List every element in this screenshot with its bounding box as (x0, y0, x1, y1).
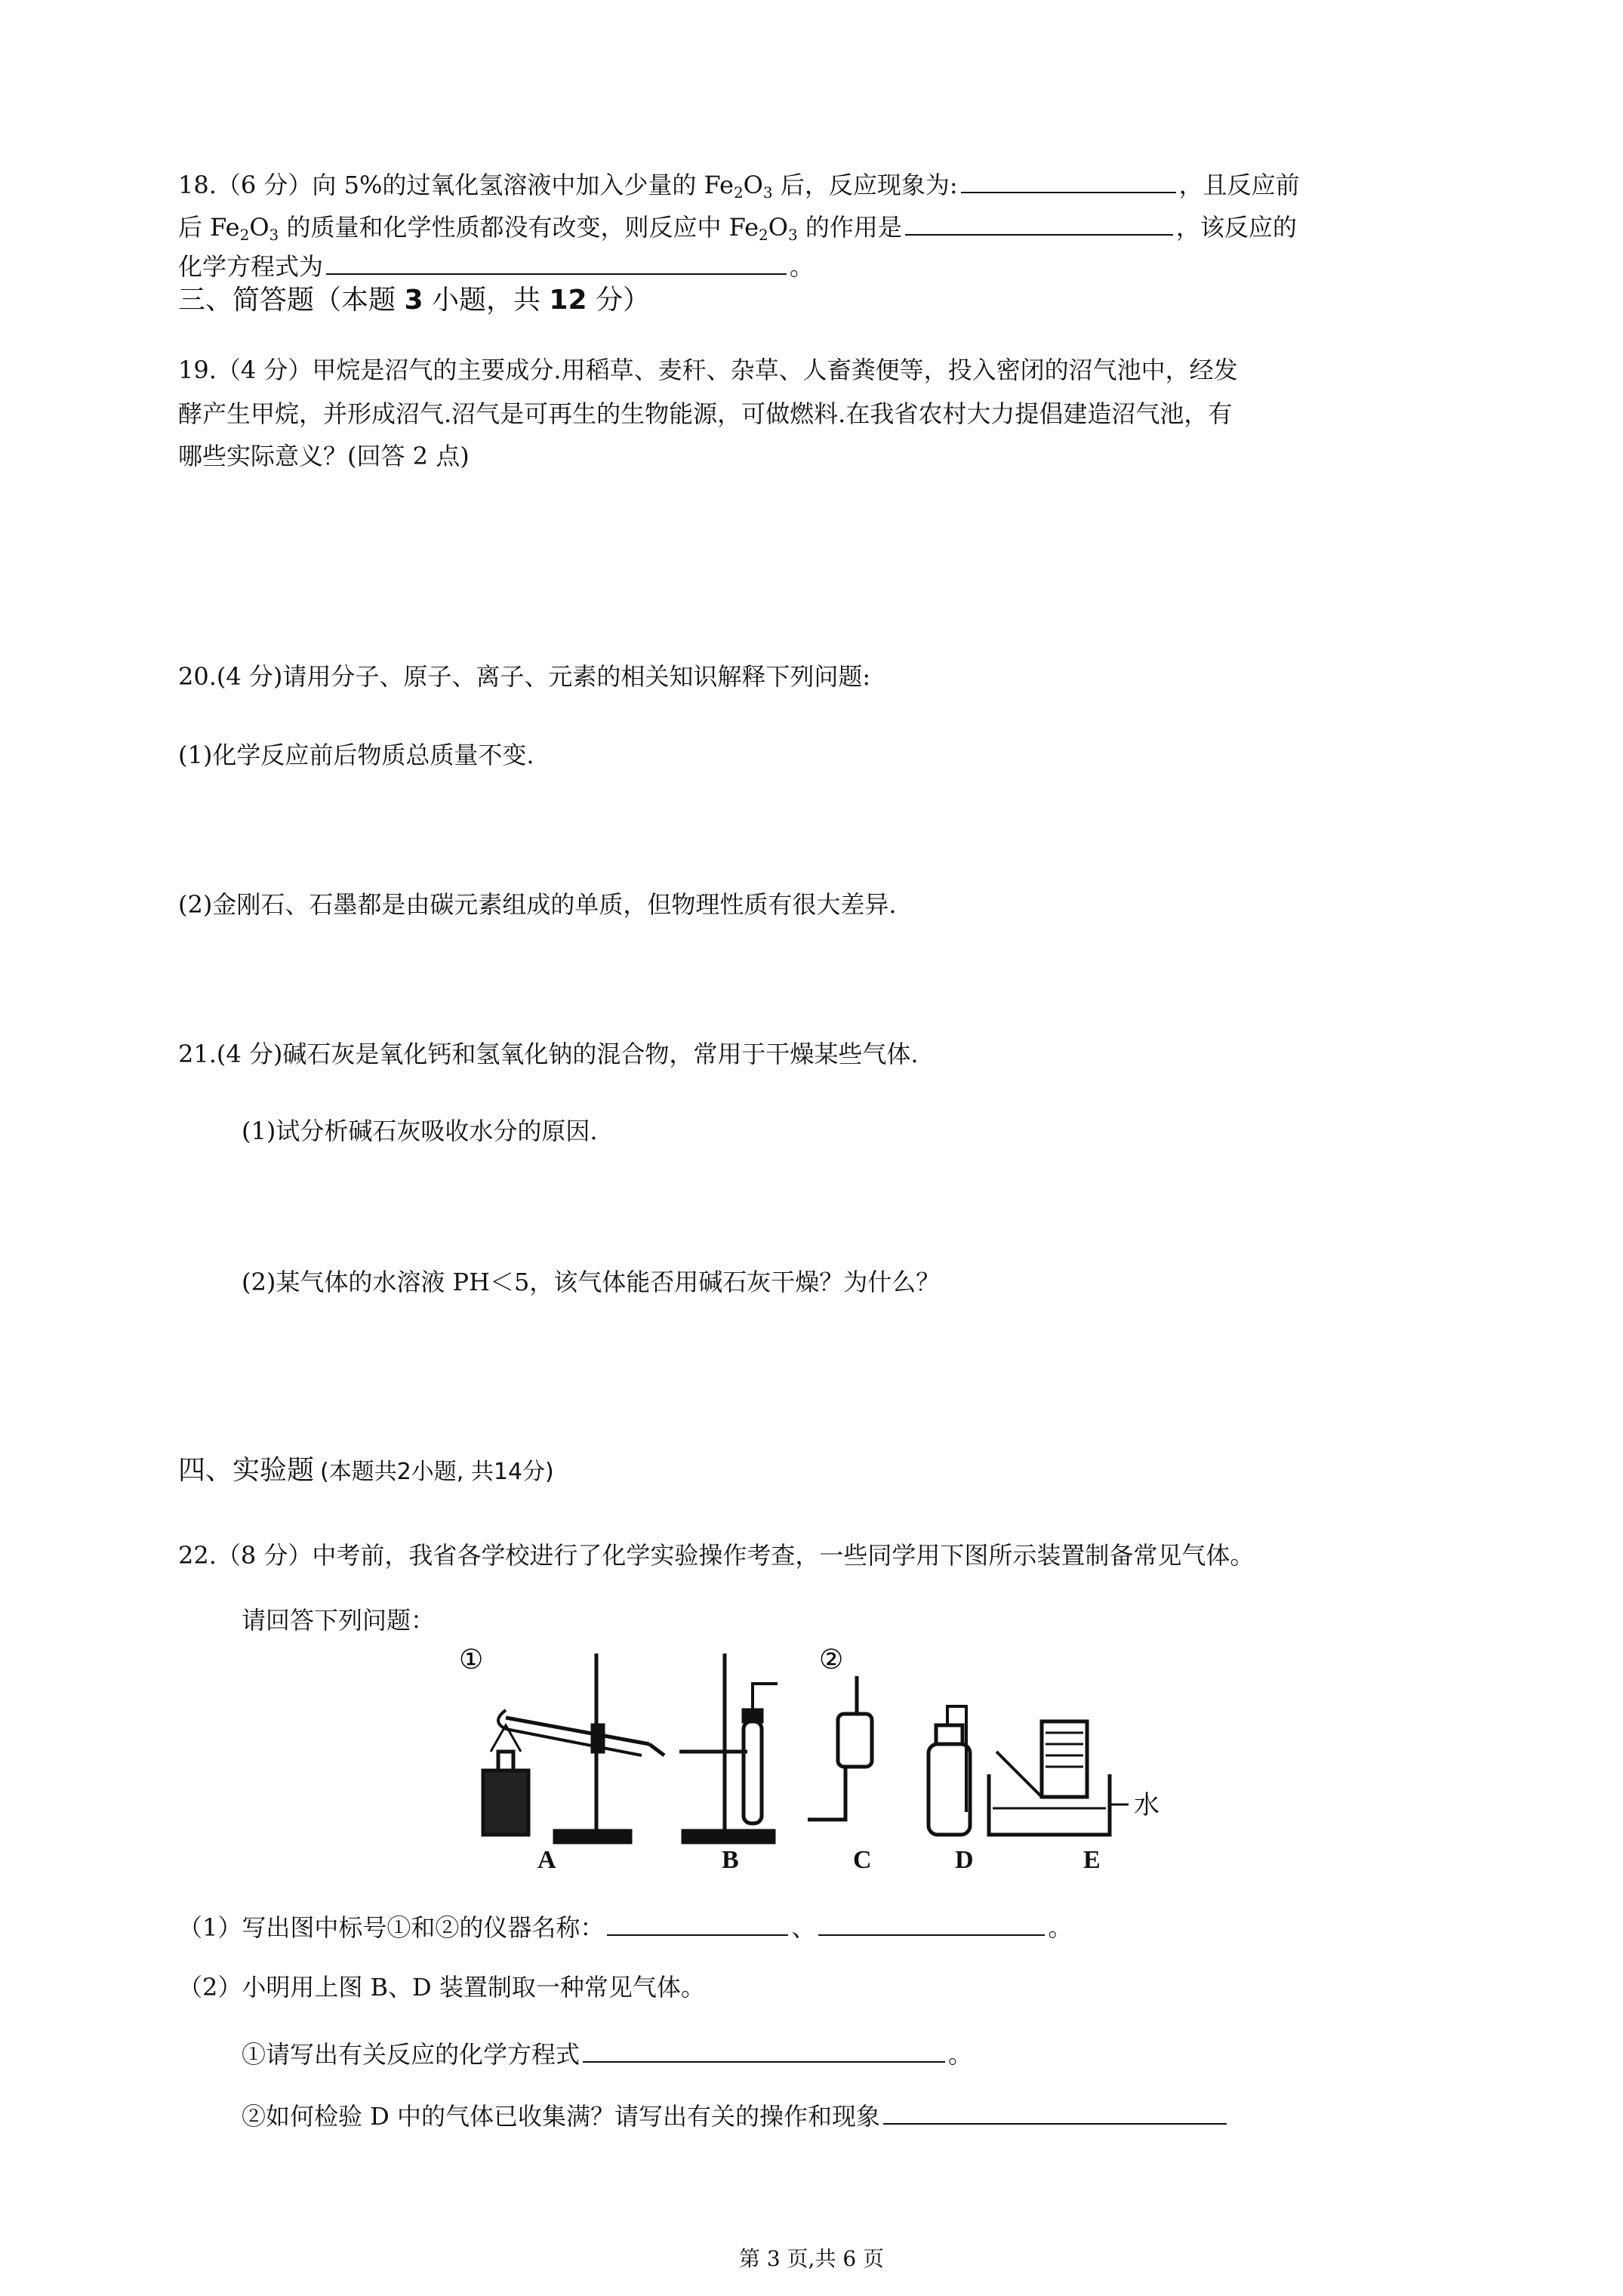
answer-blank[interactable] (326, 249, 787, 275)
water-trough-e-icon (989, 1721, 1129, 1835)
apparatus-figure (445, 1638, 1200, 1865)
answer-blank[interactable] (583, 2037, 945, 2063)
q22-stem: 22.（8 分）中考前，我省各学校进行了化学实验操作考查，一些同学用下图所示装置制备常见气体。 (178, 1541, 1255, 1570)
subscript: 2 (733, 183, 744, 202)
q22-text: 、 (791, 1913, 816, 1942)
heading-text: 三、简答题（本题 (178, 285, 405, 316)
subscript: 3 (269, 226, 279, 244)
heading-text: 小题，共 (423, 285, 550, 316)
subscript: 2 (239, 226, 250, 244)
q18-text: 。 (790, 252, 815, 281)
q22-part2-1 (242, 2037, 972, 2069)
subscript: 3 (762, 183, 773, 202)
heading-text: 分） (587, 285, 650, 316)
subscript: 3 (788, 226, 798, 244)
answer-blank[interactable] (905, 210, 1173, 236)
q22-part1 (178, 1910, 1072, 1943)
q22-text: ①请写出有关反应的化学方程式 (242, 2040, 581, 2069)
water-label: 水 (1134, 1790, 1160, 1820)
q20-part1: (1)化学反应前后物质总质量不变. (178, 741, 534, 769)
q18-text: 后，反应现象为: (772, 171, 958, 199)
funnel-c-icon (808, 1676, 872, 1820)
q18-text: O (743, 171, 763, 199)
q18-line2 (178, 210, 1297, 250)
q22-text: （1）写出图中标号①和②的仪器名称： (178, 1913, 605, 1942)
figure-label-c: C (853, 1846, 872, 1874)
q18-text: ，该反应的 (1175, 213, 1297, 242)
q18-text: 的质量和化学性质都没有改变，则反应中 Fe (279, 213, 759, 242)
answer-blank[interactable] (883, 2099, 1227, 2125)
q18-text: 18.（6 分）向 5%的过氧化氢溶液中加入少量的 Fe (178, 171, 734, 199)
answer-blank[interactable] (607, 1910, 788, 1936)
q19-line3: 哪些实际意义？(回答 2 点) (178, 442, 470, 470)
q18-text: 化学方程式为 (178, 252, 324, 281)
q22-text: 。 (948, 2040, 973, 2069)
figure-label-b: B (722, 1846, 739, 1874)
figure-marker-2: ② (819, 1644, 844, 1675)
figure-label-d: D (955, 1846, 974, 1874)
q20-stem: 20.(4 分)请用分子、原子、离子、元素的相关知识解释下列问题: (178, 662, 871, 691)
q18-text: O (249, 213, 269, 242)
q20-part2: (2)金刚石、石墨都是由碳元素组成的单质，但物理性质有很大差异. (178, 890, 897, 919)
q21-part1: (1)试分析碱石灰吸收水分的原因. (242, 1117, 598, 1145)
q22-part2: （2）小明用上图 B、D 装置制取一种常见气体。 (178, 1973, 705, 2002)
page-footer: 第 3 页,共 6 页 (738, 2246, 885, 2271)
figure-label-e: E (1083, 1846, 1101, 1874)
gas-bottle-d-icon (929, 1706, 970, 1835)
q22-text: 。 (1048, 1913, 1073, 1942)
q18-text: O (768, 213, 788, 242)
heading-text: 四、实验题 (178, 1455, 315, 1486)
q18-line3 (178, 249, 814, 282)
q18-line1 (178, 168, 1300, 208)
answer-blank[interactable] (961, 168, 1176, 193)
stand-b-icon (679, 1653, 778, 1842)
q18-text: 后 Fe (178, 213, 240, 242)
answer-blank[interactable] (818, 1910, 1045, 1936)
q19-line2: 酵产生甲烷，并形成沼气.沼气是可再生的生物能源，可做燃料.在我省农村大力提倡建造沼气池，有 (178, 399, 1233, 428)
figure-marker-1: ① (459, 1644, 484, 1675)
alcohol-lamp-icon (483, 1725, 528, 1835)
q21-stem: 21.(4 分)碱石灰是氧化钙和氢氧化钠的混合物，常用于干燥某些气体. (178, 1040, 919, 1068)
heading-number: 12 (549, 285, 587, 316)
figure-label-a: A (537, 1846, 556, 1874)
q22-part2-2 (242, 2099, 1230, 2131)
q21-part2: (2)某气体的水溶液 PH＜5，该气体能否用碱石灰干燥？为什么？ (242, 1268, 941, 1296)
q18-text: 的作用是 (797, 213, 902, 242)
heading-note: (本题共2小题, 共14分) (320, 1459, 554, 1485)
heading-number: 3 (404, 285, 423, 316)
subscript: 2 (759, 226, 768, 244)
section-heading (178, 285, 650, 316)
q19-line1: 19.（4 分）甲烷是沼气的主要成分.用稻草、麦秆、杂草、人畜粪便等，投入密闭的沼气池中，经发 (178, 356, 1238, 384)
q22-intro: 请回答下列问题： (242, 1606, 436, 1635)
q22-text: ②如何检验 D 中的气体已收集满？请写出有关的操作和现象 (242, 2102, 881, 2131)
q18-text: ，且反应前 (1178, 171, 1300, 199)
section-heading (178, 1456, 554, 1487)
